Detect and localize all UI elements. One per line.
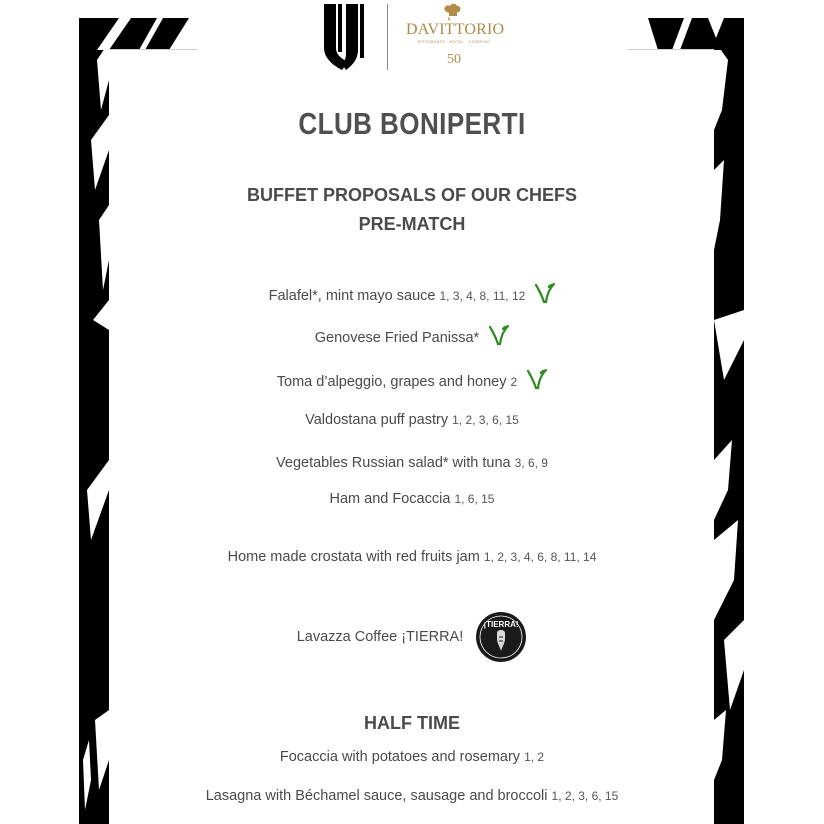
menu-item-name: Lasagna with Béchamel sauce, sausage and broccoli [205,788,548,804]
menu-item [130,549,694,565]
section-heading-pre-match: PRE-MATCH [358,214,466,234]
menu-item-allergens: 3, 6, 9 [514,456,548,470]
top-right-brush [628,18,744,50]
menu-item-name: Lavazza Coffee ¡TIERRA! [296,628,464,645]
menu-item-allergens: 1, 6, 15 [454,492,495,506]
menu-item-name: Ham and Focaccia [329,491,451,507]
section-heading-buffet: BUFFET PROPOSALS OF OUR CHEFS [246,185,577,205]
tierra-badge-text: ¡TIERRA! [483,620,519,629]
menu-item-name: Home made crostata with red fruits jam [227,549,480,565]
menu-item-name: Focaccia with potatoes and rosemary [279,749,521,765]
menu-item [130,455,694,471]
menu-item [130,368,694,390]
left-brush-frame [79,20,109,824]
menu-item [130,282,694,304]
right-brush-frame [714,20,744,824]
menu-item-name: Genovese Fried Panissa* [314,330,480,346]
page-title: CLUB BONIPERTI [298,106,526,141]
menu-item-name: Falafel*, mint mayo sauce [268,288,436,304]
top-left-brush [79,18,197,50]
partner-years: 50 [447,52,461,67]
menu-item-allergens: 2 [510,375,518,389]
partner-name: DAVITTORIO [406,21,505,38]
chef-hat-icon [442,3,462,21]
logo-divider [387,4,388,70]
menu-item [130,324,694,346]
menu-item-name: Valdostana puff pastry [305,412,449,428]
vegetarian-leaf-icon [489,324,509,346]
header-logos [318,0,518,74]
menu-item-allergens: 1, 2 [524,750,545,764]
juventus-logo-icon [322,2,370,72]
inner-frame-line [109,49,197,50]
menu-item [130,788,694,804]
menu-item [130,412,694,428]
section-heading-half-time: HALF TIME [364,713,460,733]
tierra-badge-icon [475,611,527,663]
menu-item-coffee [130,611,694,663]
menu-item-allergens: 1, 3, 4, 8, 11, 12 [439,289,526,303]
menu-item-allergens: 1, 2, 3, 4, 6, 8, 11, 14 [483,550,597,564]
menu-item [130,491,694,507]
menu-item [130,749,694,765]
menu-item-name: Vegetables Russian salad* with tuna [276,455,511,471]
menu-item-name: Toma d’alpeggio, grapes and honey [276,374,507,390]
vegetarian-leaf-icon [535,282,555,304]
vegetarian-leaf-icon [527,368,547,390]
menu-item-allergens: 1, 2, 3, 6, 15 [452,413,519,427]
inner-frame-line [628,49,714,50]
partner-tagline: RISTORANTE · HOTEL · CATERING [417,40,491,44]
menu-item-allergens: 1, 2, 3, 6, 15 [551,789,619,803]
